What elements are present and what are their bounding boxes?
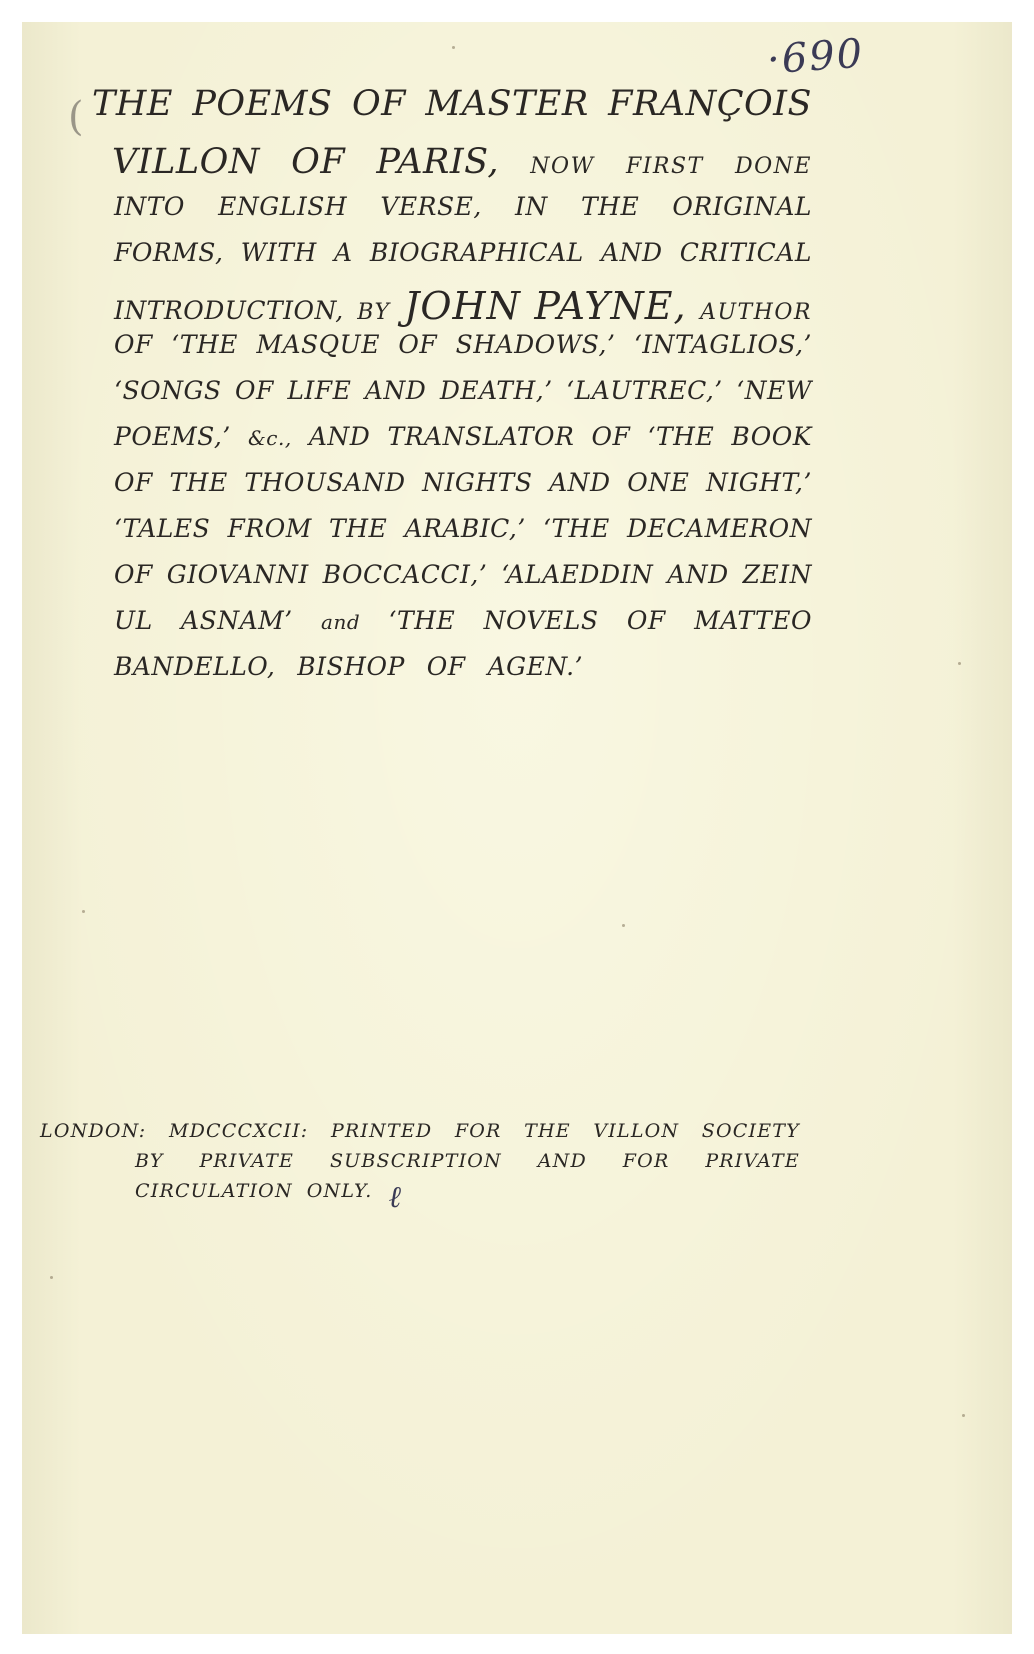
- title-line: [92, 606, 812, 652]
- title-word: TRANSLATOR: [387, 422, 575, 451]
- author-name-first: JOHN: [404, 284, 521, 328]
- title-word: NIGHTS: [422, 468, 533, 497]
- title-word: OF: [398, 330, 438, 359]
- title-word: ‘ALAEDDIN: [501, 560, 654, 589]
- imprint-word: PRINTED: [330, 1120, 433, 1142]
- title-word: ‘INTAGLIOS,’: [633, 330, 812, 359]
- title-word: OF: [426, 652, 466, 681]
- title-word: OF: [626, 606, 666, 635]
- title-word: VILLON: [112, 142, 260, 182]
- title-word: BY: [357, 300, 391, 325]
- title-block: [92, 84, 812, 698]
- title-word: THE: [92, 84, 173, 124]
- imprint-word: SUBSCRIPTION: [329, 1150, 502, 1172]
- title-word: ORIGINAL: [672, 192, 812, 221]
- title-word: ‘TALES: [114, 514, 211, 543]
- imprint-word: ONLY.: [306, 1180, 373, 1202]
- title-word: NOW: [530, 154, 595, 179]
- title-word: OF: [351, 84, 406, 124]
- title-word: THOUSAND: [244, 468, 406, 497]
- title-word: BOOK: [731, 422, 812, 451]
- imprint-word: THE: [524, 1120, 571, 1142]
- title-word: MASQUE: [256, 330, 380, 359]
- title-word: AND: [549, 468, 611, 497]
- imprint-word: BY: [135, 1150, 164, 1172]
- paper-speck: [962, 1414, 965, 1417]
- title-line: [92, 284, 812, 330]
- title-word: FORMS,: [114, 238, 224, 267]
- title-word: &c.,: [247, 426, 292, 450]
- imprint-word: PRIVATE: [199, 1150, 295, 1172]
- title-word: BANDELLO,: [114, 652, 276, 681]
- title-word: BIOGRAPHICAL: [369, 238, 584, 267]
- title-word: OF: [114, 560, 153, 589]
- title-word: ENGLISH: [218, 192, 348, 221]
- title-word: FROM: [227, 514, 312, 543]
- imprint-word: SOCIETY: [701, 1120, 800, 1142]
- title-line: [92, 652, 812, 698]
- title-word: ‘THE: [388, 606, 456, 635]
- title-word: ‘THE: [171, 330, 238, 359]
- title-line: [92, 238, 812, 284]
- title-word: ARABIC,’: [404, 514, 526, 543]
- paper-speck: [452, 46, 455, 49]
- pencil-bracket: (: [68, 94, 84, 140]
- title-word: ASNAM’: [181, 606, 293, 635]
- scanned-title-page: [22, 22, 1012, 1634]
- paper-speck: [82, 910, 85, 913]
- title-word: AND: [667, 560, 729, 589]
- imprint-word: LONDON:: [40, 1120, 147, 1142]
- title-word: IN: [515, 192, 548, 221]
- handwritten-mark: ℓ: [388, 1180, 403, 1215]
- title-word: INTRODUCTION,: [114, 296, 344, 325]
- title-line: [92, 330, 812, 376]
- imprint-word: FOR: [622, 1150, 670, 1172]
- title-word: NOVELS: [483, 606, 599, 635]
- imprint-word: MDCCCXCII:: [168, 1120, 309, 1142]
- title-word: ZEIN: [742, 560, 812, 589]
- title-word: PARIS,: [376, 142, 500, 182]
- title-word: THE: [329, 514, 388, 543]
- title-line: [92, 142, 812, 192]
- title-word: WITH: [240, 238, 317, 267]
- title-word: THE: [580, 192, 640, 221]
- title-word: NIGHT,’: [706, 468, 812, 497]
- title-word: AGEN.’: [487, 652, 584, 681]
- title-word: AND: [308, 422, 371, 451]
- title-word: UL: [114, 606, 153, 635]
- title-word: AND: [601, 238, 663, 267]
- title-word: FRANÇOIS: [608, 84, 812, 124]
- title-line: [92, 84, 812, 142]
- title-word: ‘NEW: [736, 376, 812, 405]
- title-word: DECAMERON: [626, 514, 812, 543]
- title-word: OF: [591, 422, 631, 451]
- title-word: AND: [364, 376, 427, 405]
- title-word: POEMS,’: [114, 422, 231, 451]
- imprint-word: PRIVATE: [705, 1150, 800, 1172]
- title-word: and: [321, 610, 361, 634]
- title-line: [92, 192, 812, 238]
- title-word: A: [334, 238, 353, 267]
- title-line: [92, 514, 812, 560]
- title-word: MASTER: [425, 84, 589, 124]
- title-word: ONE: [627, 468, 690, 497]
- title-line: [92, 376, 812, 422]
- paper-speck: [958, 662, 961, 665]
- title-line: [92, 560, 812, 606]
- imprint-line: [40, 1180, 800, 1215]
- title-word: DONE: [734, 154, 812, 179]
- imprint-line: [40, 1120, 800, 1150]
- title-word: LIFE: [287, 376, 352, 405]
- title-word: OF: [291, 142, 346, 182]
- imprint-word: FOR: [454, 1120, 502, 1142]
- title-word: CRITICAL: [679, 238, 812, 267]
- handwritten-shelfmark: ·690: [765, 30, 866, 84]
- title-word: BOCCACCI,’: [322, 560, 488, 589]
- title-line: [92, 468, 812, 514]
- paper-speck: [50, 1276, 53, 1279]
- author-name-last: PAYNE,: [534, 284, 687, 328]
- title-word: ‘LAUTREC,’: [566, 376, 723, 405]
- imprint: [40, 1120, 800, 1215]
- title-word: OF: [235, 376, 274, 405]
- title-word: SHADOWS,’: [455, 330, 616, 359]
- title-word: THE: [169, 468, 228, 497]
- paper-speck: [622, 924, 625, 927]
- title-word: FIRST: [625, 154, 704, 179]
- title-word: AUTHOR: [700, 300, 812, 325]
- imprint-line: [40, 1150, 800, 1180]
- imprint-word: VILLON: [593, 1120, 680, 1142]
- title-word: ‘SONGS: [114, 376, 222, 405]
- title-word: DEATH,’: [439, 376, 553, 405]
- imprint-word: AND: [537, 1150, 587, 1172]
- title-word: GIOVANNI: [166, 560, 309, 589]
- title-word: OF: [114, 468, 153, 497]
- title-line: [92, 422, 812, 468]
- title-word: VERSE,: [380, 192, 482, 221]
- title-word: ‘THE: [647, 422, 715, 451]
- title-word: INTO: [114, 192, 185, 221]
- title-word: ‘THE: [543, 514, 610, 543]
- title-word: POEMS: [192, 84, 333, 124]
- title-word: MATTEO: [694, 606, 812, 635]
- title-word: OF: [114, 330, 153, 359]
- imprint-word: CIRCULATION: [135, 1180, 293, 1202]
- title-word: BISHOP: [297, 652, 405, 681]
